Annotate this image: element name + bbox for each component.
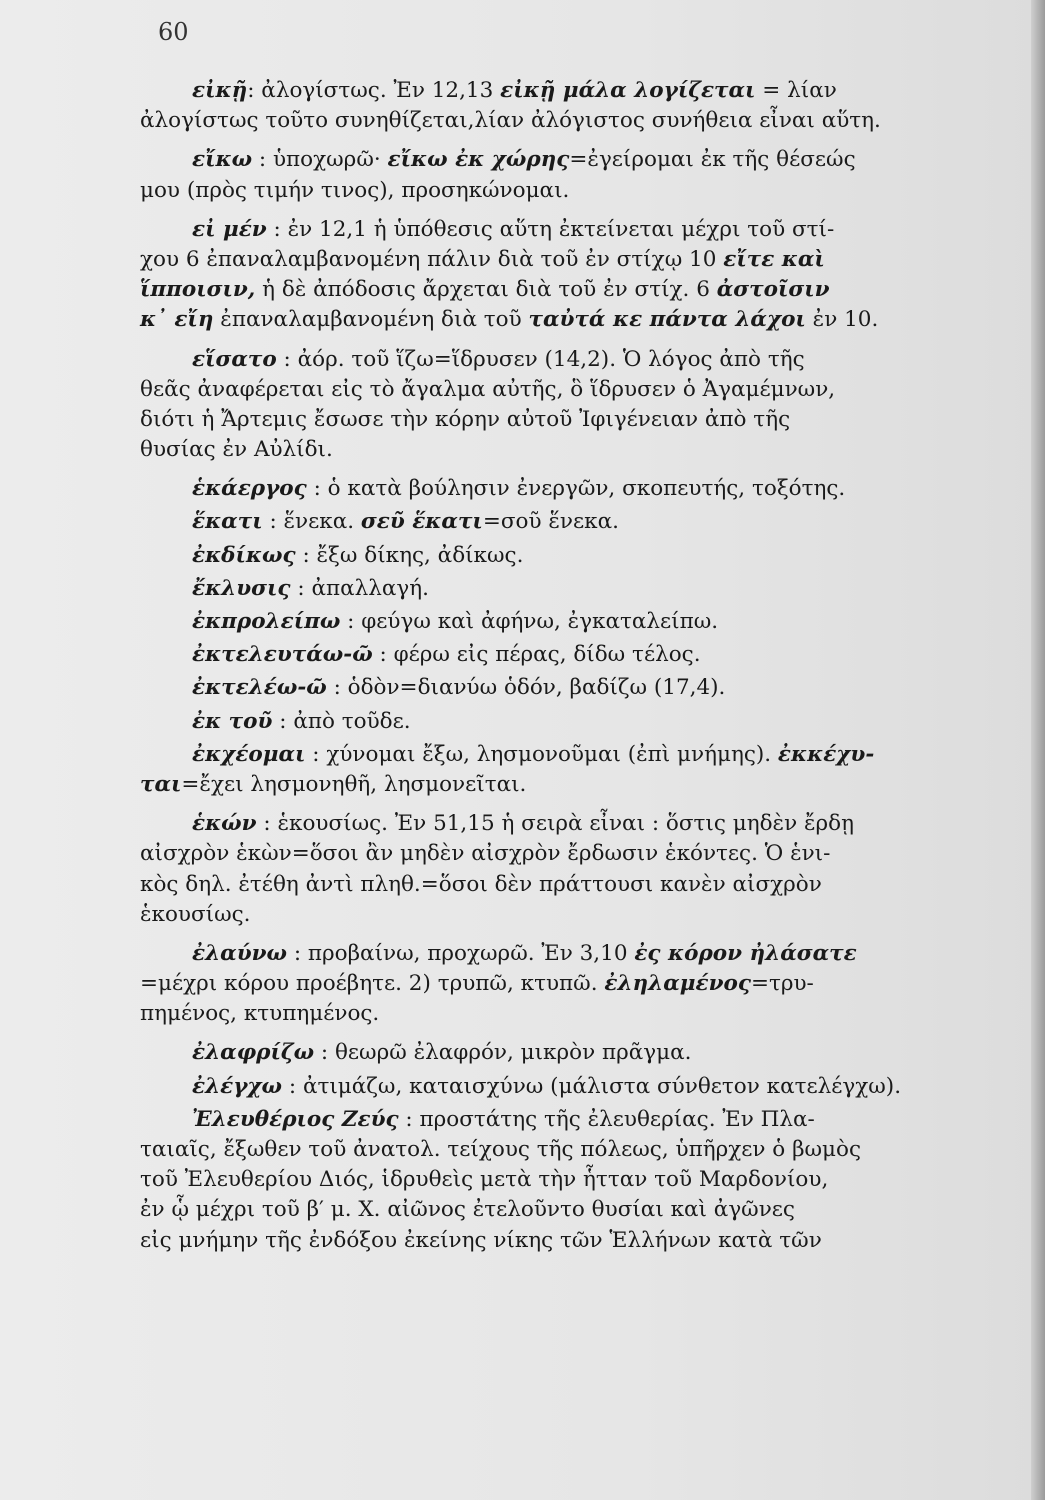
definition-text: θυσίας ἐν Αὐλίδι. [140,437,333,463]
definition-text: : ἐν 12,1 ἡ ὑπόθεσις αὕτη ἐκτείνεται μέχρι τοῦ στί- [266,216,835,242]
dictionary-entry [140,541,1030,571]
text-line [140,507,1030,537]
headword: ἐς κόρον ἠλάσατε [634,940,857,966]
page-number: 60 [158,18,189,46]
definition-text: : ὁ κατὰ βούλησιν ἐνεργῶν, σκοπευτής, τοξότης. [306,476,846,502]
text-line [140,245,1030,275]
dictionary-entry [140,740,1030,800]
headword: εἰ μέν [192,216,267,242]
definition-text: : ἀόρ. τοῦ ἵζω=ἵδρυσεν (14,2). Ὁ λόγος ἀπὸ τῆς [276,346,805,372]
definition-text: ἐν ᾧ μέχρι τοῦ β′ μ. Χ. αἰῶνος ἐτελοῦντο θυσίαι καὶ ἀγῶνες [140,1197,795,1223]
text-line [140,939,1030,969]
dictionary-entry [140,1038,1030,1068]
dictionary-entry [140,215,1030,336]
definition-text: =τρυ- [750,971,814,997]
text-line [140,176,1030,206]
headword: εἵσατο [192,346,277,372]
text-line [140,1038,1030,1068]
definition-text: μου (πρὸς τιμήν τινος), προσηκώνομαι. [140,177,570,203]
text-line [140,607,1030,637]
definition-text: κὸς δηλ. ἐτέθη ἀντὶ πληθ.=ὅσοι δὲν πράττουσι κανὲν αἰσχρὸν [140,871,822,897]
definition-text: =σοῦ ἕνεκα. [482,509,619,535]
text-line [140,405,1030,435]
text-line [140,673,1030,703]
definition-text: : ἀτιμάζω, καταισχύνω (μάλιστα σύνθετον κατελέγχω). [282,1073,902,1099]
definition-text: ἑκουσίως. [140,901,251,927]
headword: ἕκατι [192,509,263,535]
dictionary-entry [140,507,1030,537]
definition-text: : προβαίνω, προχωρῶ. Ἐν 3,10 [287,940,635,966]
text-line [140,375,1030,405]
headword: ἐκχέομαι [192,741,306,767]
text-line [140,1226,1030,1256]
text-line [140,145,1030,175]
definition-text: ταιαῖς, ἔξωθεν τοῦ ἀνατολ. τείχους τῆς πόλεως, ὑπῆρχεν ὁ βωμὸς [140,1137,861,1162]
text-line [140,215,1030,245]
definition-text: διότι ἡ Ἄρτεμις ἔσωσε τὴν κόρην αὐτοῦ Ἰφιγένειαν ἀπὸ τῆς [140,406,791,432]
headword: κ᾽ εἴη [140,307,214,333]
headword: ἐλαύνω [192,940,287,966]
definition-text: αἰσχρὸν ἑκὼν=ὅσοι ἂν μηδὲν αἰσχρὸν ἔρδωσιν ἑκόντες. Ὁ ἑνι- [140,841,831,867]
text-line [140,809,1030,839]
text-line [140,770,1030,800]
definition-text: : φέρω εἰς πέρας, δίδω τέλος. [372,642,701,668]
dictionary-entry [140,574,1030,604]
text-line [140,474,1030,504]
headword: ἐλέγχω [192,1073,283,1099]
headword: ἐκτελευτάω-ῶ [192,642,373,668]
headword: ἐλαφρίζω [192,1040,315,1066]
dictionary-entry [140,673,1030,703]
definition-text: : θεωρῶ ἐλαφρόν, μικρὸν πρᾶγμα. [314,1040,692,1066]
definition-text: : ἕνεκα. [262,509,361,535]
text-line [140,541,1030,571]
text-line [140,999,1030,1029]
dictionary-entry [140,76,1030,136]
page-edge-shadow [1031,0,1045,1500]
text-line [140,1165,1030,1195]
headword: εἴκω ἐκ χώρης [387,147,570,173]
text-line [140,76,1030,106]
headword: εἰκῇ [192,78,248,103]
dictionary-entry [140,640,1030,670]
dictionary-entry [140,607,1030,637]
text-line [140,305,1030,335]
text-line [140,435,1030,465]
definition-text: : ὑποχωρῶ· [252,147,388,173]
headword: εἴκω [192,147,253,173]
text-line [140,969,1030,999]
text-line [140,1072,1030,1102]
text-line [140,900,1030,930]
definition-text: ἡ δὲ ἀπόδοσις ἄρχεται διὰ τοῦ ἐν στίχ. 6 [255,277,717,303]
text-line [140,1135,1030,1165]
headword: ἐκδίκως [192,542,296,568]
definition-text: : ὁδὸν=διανύω ὁδόν, βαδίζω (17,4). [326,675,726,701]
text-line [140,574,1030,604]
dictionary-entry [140,1105,1030,1256]
headword: ἐληλαμένος [604,971,751,997]
dictionary-entry [140,145,1030,205]
dictionary-entry [140,939,1030,1030]
text-line [140,106,1030,136]
definition-text: ἀλογίστως τοῦτο συνηθίζεται,λίαν ἀλόγιστος συνήθεια εἶναι αὕτη. [140,108,881,134]
definition-text: =ἔχει λησμονηθῆ, λησμονεῖται. [181,771,527,797]
headword: ἐκτελέω-ῶ [192,675,327,701]
text-line [140,640,1030,670]
headword: ἔκλυσις [192,575,291,601]
definition-text: θεᾶς ἀναφέρεται εἰς τὸ ἄγαλμα αὐτῆς, ὃ ἵδρυσεν ὁ Ἀγαμέμνων, [140,376,836,402]
headword: εἰκῇ μάλα λογίζεται [500,78,756,103]
dictionary-entry [140,345,1030,466]
definition-text: : ἑκουσίως. Ἐν 51,15 ἡ σειρὰ εἶναι : ὅστις μηδὲν ἔρδῃ [256,811,854,837]
text-line [140,740,1030,770]
definition-text: ἐπαναλαμβανομένη διὰ τοῦ [213,307,529,333]
text-line [140,345,1030,375]
definition-text: ἐν 10. [805,307,879,333]
dictionary-entry [140,809,1030,930]
definition-text: =ἐγείρομαι ἐκ τῆς θέσεώς [569,147,856,173]
text-line [140,707,1030,737]
text-line [140,870,1030,900]
definition-text: : φεύγω καὶ ἀφήνω, ἐγκαταλείπω. [340,609,719,634]
headword: ἐκπρολείπω [192,609,341,634]
definition-text: εἰς μνήμην τῆς ἐνδόξου ἐκείνης νίκης τῶν Ἑλλήνων κατὰ τῶν [140,1227,822,1253]
headword: ταὐτά κε πάντα λάχοι [528,307,806,333]
dictionary-entry [140,1072,1030,1102]
headword: ἀστοῖσιν [716,277,830,303]
text-line [140,839,1030,869]
dictionary-text [140,76,1030,1265]
definition-text: =μέχρι κόρου προέβητε. 2) τρυπῶ, κτυπῶ. [140,971,605,997]
definition-text: : ἀλογίστως. Ἐν 12,13 [247,78,501,103]
definition-text: : ἀπὸ τοῦδε. [272,708,411,734]
text-line [140,1195,1030,1225]
definition-text: χου 6 ἐπαναλαμβανομένη πάλιν διὰ τοῦ ἐν στίχῳ 10 [140,246,724,272]
definition-text: τοῦ Ἐλευθερίου Διός, ἱδρυθεὶς μετὰ τὴν ἧτταν τοῦ Μαρδονίου, [140,1167,829,1193]
definition-text: : ἀπαλλαγή. [290,575,429,601]
headword: ται [140,771,182,797]
headword: ἵπποισιν, [140,277,256,303]
headword: ἐκ τοῦ [192,708,273,734]
definition-text: : ἔξω δίκης, ἀδίκως. [295,542,524,568]
definition-text: : προστάτης τῆς ἐλευθερίας. Ἐν Πλα- [398,1106,815,1132]
headword: ἑκών [192,811,257,837]
definition-text: : χύνομαι ἔξω, λησμονοῦμαι (ἐπὶ μνήμης). [305,741,778,767]
definition-text: = λίαν [755,78,837,103]
headword: εἴτε καὶ [723,246,825,272]
text-line [140,1105,1030,1135]
headword: σεῦ ἕκατι [360,509,483,535]
definition-text: πημένος, κτυπημένος. [140,1001,380,1027]
headword: ἐκκέχυ- [777,741,875,767]
dictionary-entry [140,474,1030,504]
headword: Ἐλευθέριος Ζεύς [192,1106,399,1132]
headword: ἑκάεργος [192,476,307,502]
text-line [140,275,1030,305]
dictionary-entry [140,707,1030,737]
